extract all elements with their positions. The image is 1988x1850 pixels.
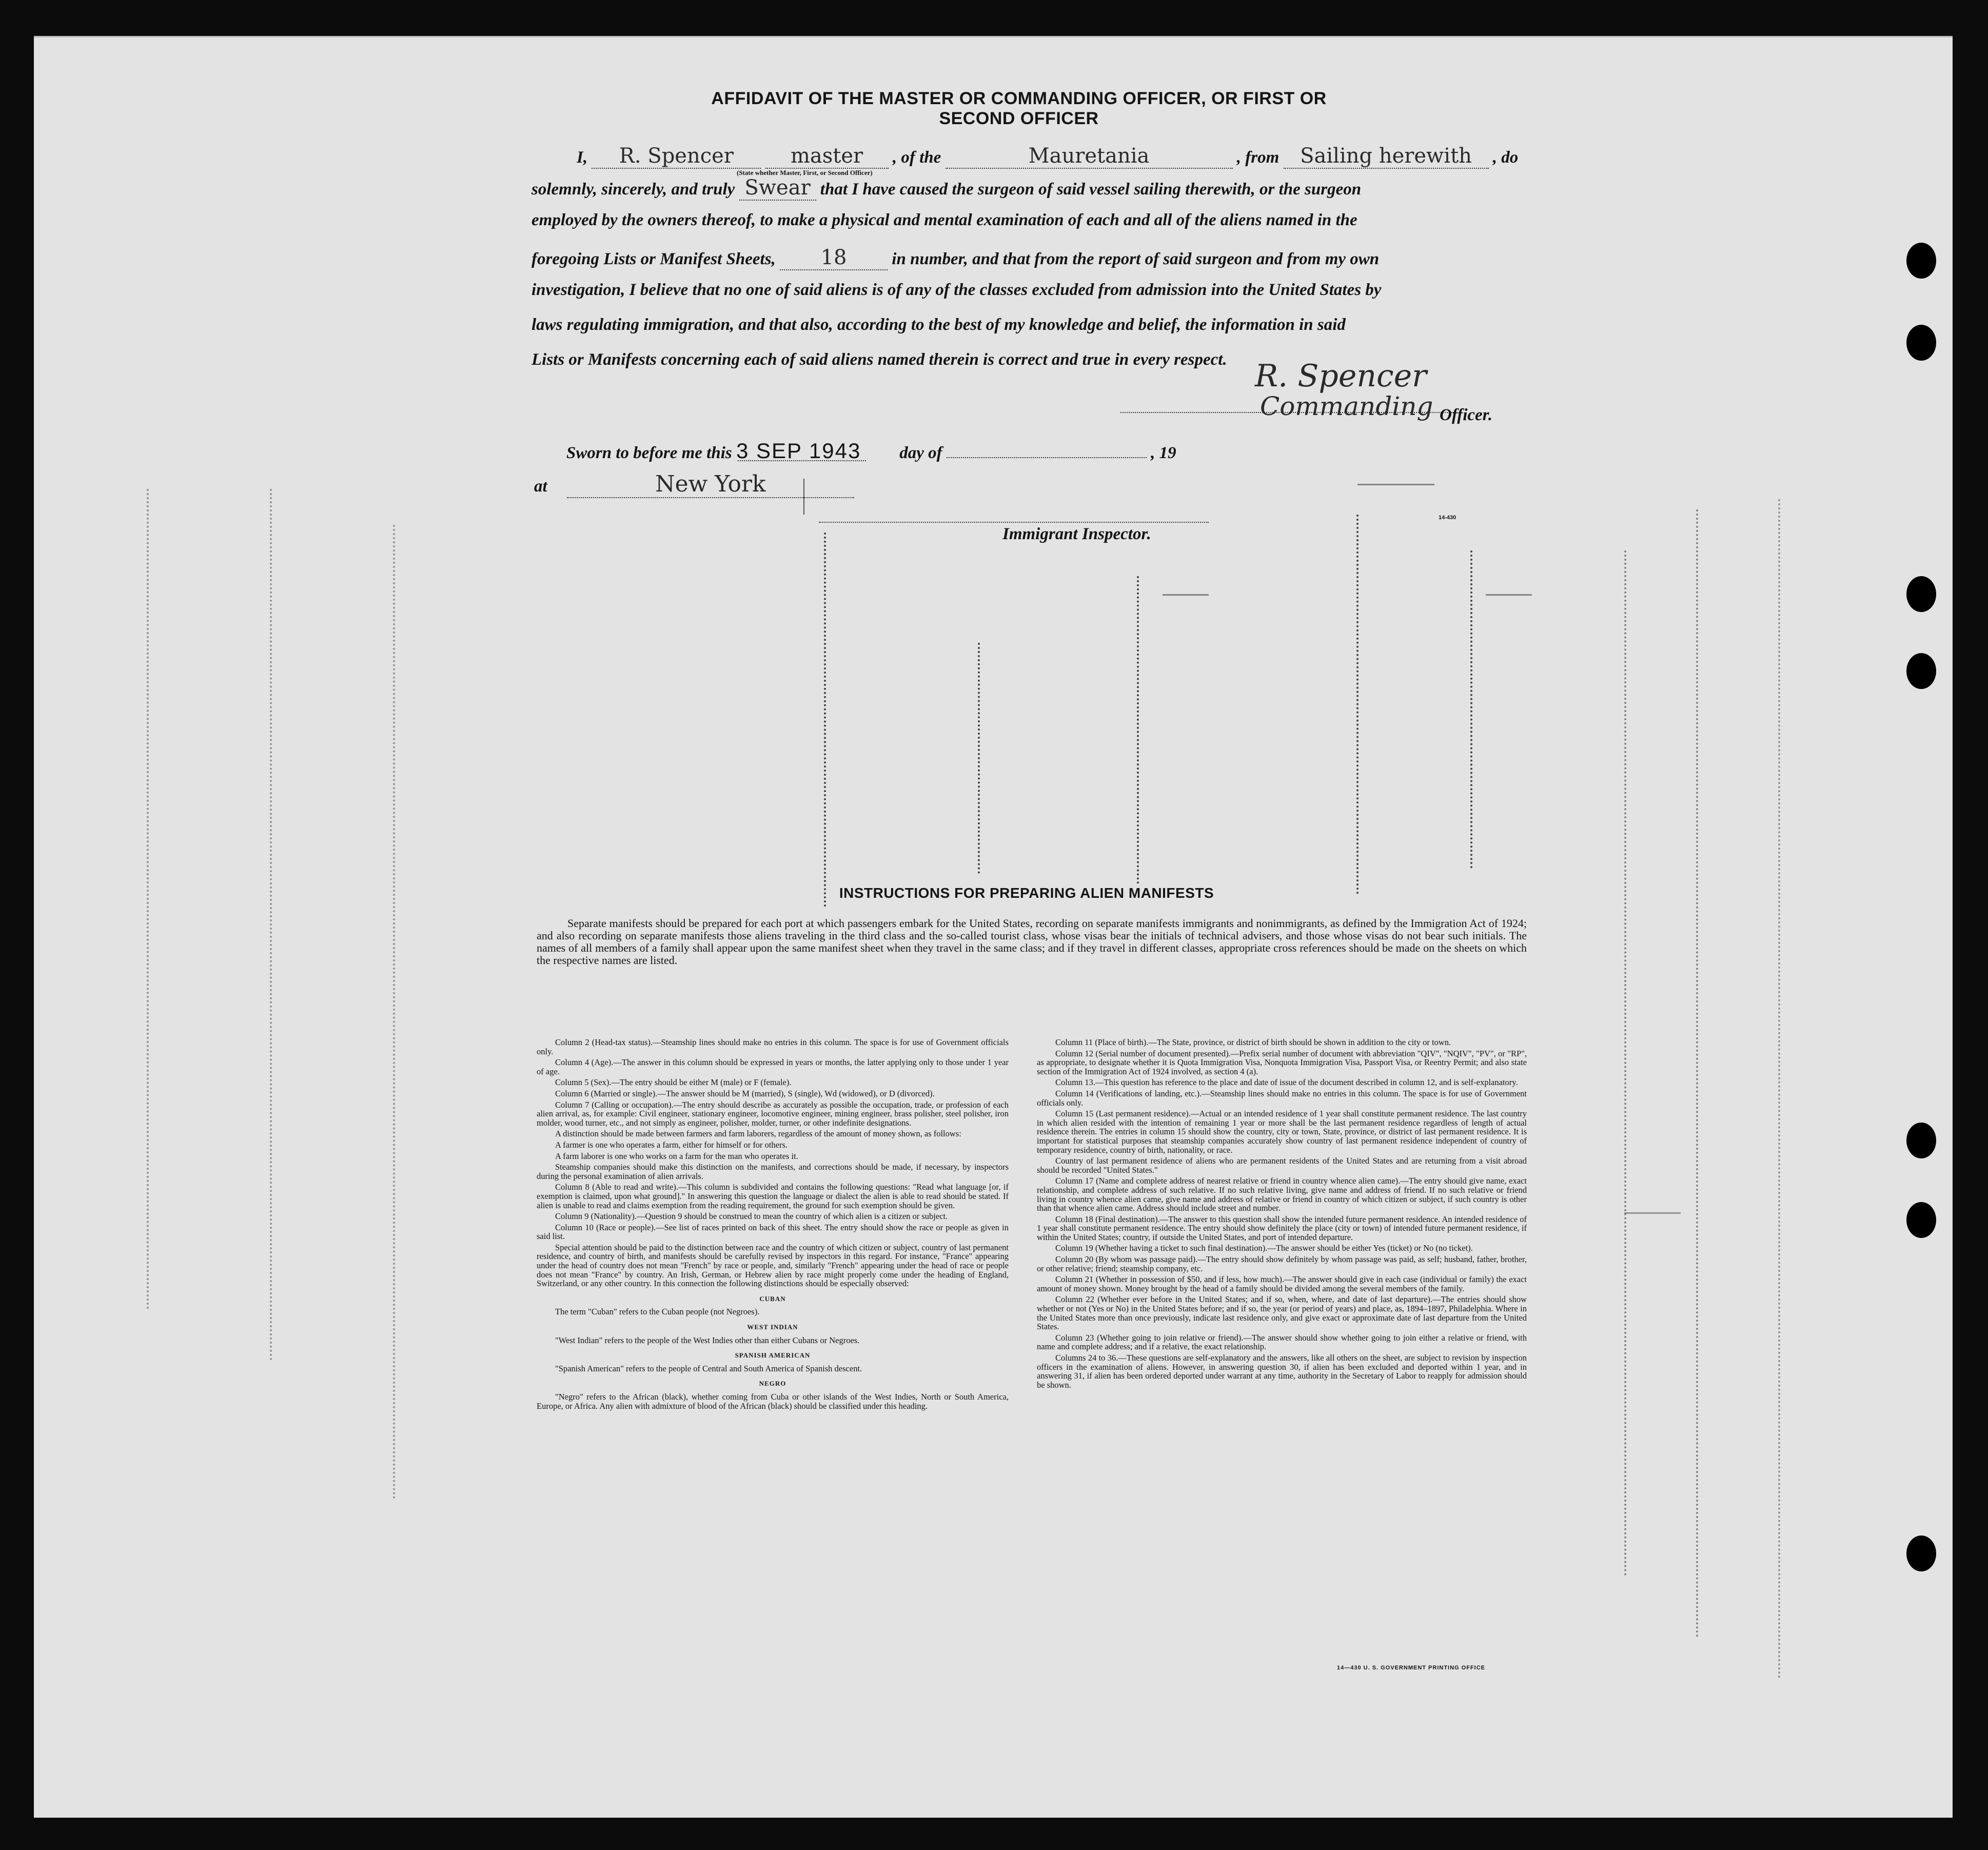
instruction-paragraph: Column 11 (Place of birth).—The State, province, or district of birth should be shown in addition to the city or town. — [1055, 1037, 1451, 1047]
line4-post: in number, and that from the report of said surgeon and from my own — [892, 250, 1380, 268]
bleed-dash — [1163, 594, 1209, 596]
instruction-paragraph: Column 5 (Sex).—The entry should be either M (male) or F (female). — [555, 1077, 792, 1088]
bleed-dots — [1624, 550, 1626, 1577]
instruction-paragraph: Column 10 (Race or people).—See list of races printed on back of this sheet. The entry should show the race or people as given in said list. — [537, 1222, 1009, 1242]
binder-hole — [1906, 1202, 1936, 1238]
vessel-field: Mauretania — [946, 144, 1233, 169]
instruction-paragraph: Columns 24 to 36.—These questions are self-explanatory and the answers, like all others on the sheet, are subject to revision by inspection officers in the examination of aliens. However, in answering question 30, if alien has been excluded and deported within 1 year, and in answering 31, if alien has been ordered deported under warrant at any time, authority in the Secretary of Labor to reapply for admission should be shown. — [1037, 1353, 1527, 1390]
line2-post: that I have caused the surgeon of said vessel sailing therewith, or the surgeon — [820, 180, 1362, 199]
master-name-field: R. Spencer — [592, 144, 761, 169]
binder-hole — [1906, 576, 1936, 612]
instruction-paragraph: Column 4 (Age).—The answer in this column should be expressed in years or months, the latter applying only to those under 1 year of age. — [537, 1057, 1009, 1076]
bleed-dots — [393, 525, 395, 1500]
i-label: I, — [577, 148, 588, 167]
from-label: , from — [1236, 148, 1280, 167]
place-field: New York — [567, 471, 854, 498]
officer-label: Officer. — [1440, 406, 1492, 424]
inspector-signature-line — [819, 522, 1209, 523]
binder-hole — [1906, 325, 1936, 361]
affidavit-title: AFFIDAVIT OF THE MASTER OR COMMANDING OFFICER, OR FIRST OR SECOND OFFICER — [711, 89, 1327, 128]
instruction-paragraph: A farm laborer is one who works on a farm for the man who operates it. — [555, 1151, 798, 1161]
at-line — [534, 471, 854, 498]
instructions-right-column — [1037, 1038, 1527, 1391]
instruction-paragraph: Column 14 (Verifications of landing, etc.).—Steamship lines should make no entries in this column. The space is for use of Government officials only. — [1037, 1088, 1527, 1108]
affidavit-line-1 — [577, 144, 1518, 169]
instructions-left-column — [537, 1038, 1009, 1412]
bleed-dash — [1357, 484, 1434, 485]
instruction-paragraph: Column 6 (Married or single).—The answer should be M (married), S (single), Wd (widowed), or D (divorced). — [555, 1088, 935, 1098]
form-number-top: 14-430 — [1439, 515, 1456, 521]
instructions-intro: Separate manifests should be prepared for each port at which passengers embark for the United States, recording on separate manifests immigrants and nonimmigrants, as defined by the Immigration Act of 1924; and also recording on separate manifests those aliens traveling in the third class and the so-called tourist class, whose visas bear the initials of technical advisers, and those whose visas do not bear such initials. The names of all members of a family shall appear upon the same manifest sheet when they travel in the same class; and if they travel in different classes, appropriate cross references should be made on the sheets on which the respective names are listed. — [537, 917, 1527, 967]
instruction-paragraph: Column 2 (Head-tax status).—Steamship lines should make no entries in this column. The space is for use of Government officials only. — [537, 1037, 1009, 1056]
affidavit-line-5: investigation, I believe that no one of said aliens is of any of the classes excluded from admission into the United States by — [532, 281, 1382, 299]
instruction-paragraph: Column 7 (Calling or occupation).—The entry should describe as accurately as possible the occupation, trade, or profession of each alien arrival, as, for example: Civil engineer, stationary engineer, locomotive engineer, mining engineer, brass polisher, steel polisher, iron molder, wood turner, etc., and not simply as engineer, polisher, molder, turner, or other indefinite designations. — [537, 1099, 1009, 1128]
at-label: at — [534, 477, 547, 496]
negro-heading: NEGRO — [759, 1380, 786, 1388]
instruction-paragraph: Column 9 (Nationality).—Question 9 should be construed to mean the country of which alien is a citizen or subject. — [555, 1211, 948, 1222]
manifest-page — [34, 36, 1953, 1818]
spanish-american-heading: SPANISH AMERICAN — [735, 1351, 811, 1360]
line2-pre: solemnly, sincerely, and truly — [532, 180, 735, 199]
instruction-paragraph: Special attention should be paid to the distinction between race and the country of which citizen or subject, country of last permanent residence, and country of birth, and manifests should be carefully revised by inspectors in this regard. For instance, "France" appearing under the head of country does not mean "French" by race or people, and, similarly "French" appearing under the head of race or people does not mean "France" by country. An Irish, German, or Hebrew alien by race might properly come under the heading of England, Switzerland, or any other country. In this connection the following distinctions should be especially observed: — [537, 1242, 1009, 1289]
sworn-date-stamp: 3 SEP 1943 — [736, 439, 861, 463]
bleed-dots — [1696, 509, 1698, 1638]
affidavit-line-3: employed by the owners thereof, to make a physical and mental examination of each and all of the aliens named in the — [532, 211, 1357, 229]
instruction-paragraph: Column 19 (Whether having a ticket to such final destination).—The answer should be either Yes (ticket) or No (no ticket). — [1055, 1243, 1473, 1253]
instruction-paragraph: Column 8 (Able to read and write).—This column is subdivided and contains the following questions: "Read what language [or, if exemption is claimed, upon what ground]." In answering this question the language or dialect the alien is able to read should be stated. If alien is unable to read and claims exemption from the reading requirement, the ground for such exemption should be given. — [537, 1182, 1009, 1210]
bleed-dots — [1137, 576, 1139, 884]
instruction-paragraph: Column 22 (Whether ever before in the United States; and if so, when, where, and date of last departure).—The entries should show whether or not (Yes or No) in the United States before; and if so, the year (or period of years) and place, as, 1894–1897, Philadelphia. Where in the United States more than once previously, indicate last residence only, and give exact or approximate date of last departure from the United States. — [1037, 1294, 1527, 1332]
bleed-dots — [824, 533, 826, 907]
bleed-dots — [147, 489, 149, 1310]
bleed-dots — [1356, 515, 1359, 894]
mark-vertical — [803, 479, 804, 515]
commanding-title: Commanding — [1260, 391, 1433, 421]
instruction-paragraph: Column 21 (Whether in possession of $50, and if less, how much).—The answer should give in each case (individual or family) the exact amount of money shown. Money brought by the head of a family should be divided among the several members of the family. — [1037, 1274, 1527, 1293]
negro-definition: "Negro" refers to the African (black), whether coming from Cuba or other islands of the West Indies, North or South America, Europe, or Africa. Any alien with admixture of blood of the African (black) should be classified under this heading. — [537, 1392, 1009, 1411]
bleed-dots — [1470, 550, 1472, 869]
bleed-dots — [270, 489, 272, 1361]
day-of-label: day of — [899, 444, 942, 462]
instruction-paragraph: Column 23 (Whether going to join relative or friend).—The answer should show whether going to join either a relative or friend, with name and complete address; and if a relative, the exact relationship. — [1037, 1332, 1527, 1352]
rank-field: master — [765, 144, 889, 169]
instruction-paragraph: Column 17 (Name and complete address of nearest relative or friend in country whence alien came).—The entry should give name, exact relationship, and complete address of such relative. If no such relative living, give name and address of friend. If no such relative or friend living in country whence alien came, give name and address of relative or friend in country of which citizen or subject, if such country is other than that whence alien came. Address should include street and number. — [1037, 1176, 1527, 1213]
spanish-american-definition: "Spanish American" refers to the people of Central and South America of Spanish descent. — [555, 1363, 862, 1373]
instruction-paragraph: Steamship companies should make this distinction on the manifests, and corrections should be made, if necessary, by inspectors during the personal examination of alien arrivals. — [537, 1162, 1009, 1181]
from-field: Sailing herewith — [1284, 144, 1489, 169]
cuban-definition: The term "Cuban" refers to the Cuban people (not Negroes). — [555, 1307, 760, 1317]
printing-office-footer: 14—430 U. S. GOVERNMENT PRINTING OFFICE — [1337, 1665, 1485, 1671]
sworn-label: Sworn to before me this — [566, 444, 732, 462]
binder-hole — [1906, 1123, 1936, 1158]
west-indian-definition: "West Indian" refers to the people of the West Indies other than either Cubans or Negroes. — [555, 1335, 860, 1345]
do-label: , do — [1492, 148, 1519, 167]
instruction-paragraph: Column 18 (Final destination).—The answer to this question shall show the intended future permanent residence. An intended residence of 1 year shall constitute permanent residence. The entry should show definitely the place (city or town) of intended future permanent residence, if within the United States; country, if outside the United States, and port of intended departure. — [1037, 1214, 1527, 1242]
affidavit-line-6: laws regulating immigration, and that also, according to the best of my knowledge and belief, the information in said — [532, 316, 1346, 334]
master-signature: R. Spencer — [1255, 358, 1427, 394]
bleed-dots — [1778, 499, 1780, 1679]
binder-hole — [1906, 653, 1936, 689]
bleed-dash — [1486, 594, 1532, 596]
affidavit-line-2 — [532, 176, 1361, 201]
instruction-paragraph: Column 20 (By whom was passage paid).—The entry should show definitely by whom passage was paid, as self; husband, father, brother, or other relative; friend; steamship company, etc. — [1037, 1254, 1527, 1273]
rank-caption: (State whether Master, First, or Second Officer) — [737, 169, 873, 176]
swear-field: Swear — [739, 176, 816, 201]
binder-hole — [1906, 1536, 1936, 1571]
instructions-title: INSTRUCTIONS FOR PREPARING ALIEN MANIFESTS — [839, 885, 1214, 901]
instruction-paragraph: A distinction should be made between farmers and farm laborers, regardless of the amount of money shown, as follows: — [555, 1129, 961, 1139]
nineteen-label: , 19 — [1151, 444, 1176, 462]
instruction-paragraph: Column 13.—This question has reference to the place and date of issue of the document described in column 12, and is self-explanatory. — [1055, 1077, 1518, 1088]
instruction-paragraph: Country of last permanent residence of aliens who are permanent residents of the United States and are returning from a visit abroad should be recorded "United States." — [1037, 1156, 1527, 1175]
of-the-label: , of the — [892, 148, 941, 167]
bleed-dots — [978, 643, 980, 874]
affidavit-line-4 — [532, 246, 1379, 270]
sworn-day-line — [738, 460, 866, 461]
west-indian-heading: WEST INDIAN — [747, 1323, 798, 1331]
instruction-paragraph: A farmer is one who operates a farm, either for himself or for others. — [555, 1139, 788, 1150]
instruction-paragraph: Column 15 (Last permanent residence).—Actual or an intended residence of 1 year shall constitute permanent residence. The last country in which alien resided with the intention of remaining 1 year or more shall be the last permanent residence regardless of length of actual residence therein. The entries in column 15 should show the country, city or town, State, province, or district of last permanent residence. It is important for statistical purposes that steamship companies accurately show country of last permanent residence independent of country of temporary residence, country of birth, nationality, or race. — [1037, 1109, 1527, 1155]
affidavit-line-7: Lists or Manifests concerning each of said aliens named therein is correct and true in every respect. — [532, 350, 1227, 369]
binder-hole — [1906, 243, 1936, 279]
sworn-line — [566, 439, 1176, 463]
instruction-paragraph: Column 12 (Serial number of document presented).—Prefix serial number of document with abbreviation "QIV", "NQIV", "PV", or "RP", as appropriate, to designate whether it is Quota Immigration Visa, Nonquota Immigration Visa, Passport Visa, or Reentry Permit; and also state section of the Immigration Act of 1924 involved, as section 4 (a). — [1037, 1048, 1527, 1076]
line4-pre: foregoing Lists or Manifest Sheets, — [532, 250, 776, 268]
sheets-count-field: 18 — [780, 246, 888, 270]
bleed-dash — [1624, 1212, 1681, 1214]
sworn-month-field — [947, 457, 1147, 458]
cuban-heading: CUBAN — [759, 1294, 786, 1303]
inspector-label: Immigrant Inspector. — [1002, 525, 1151, 543]
